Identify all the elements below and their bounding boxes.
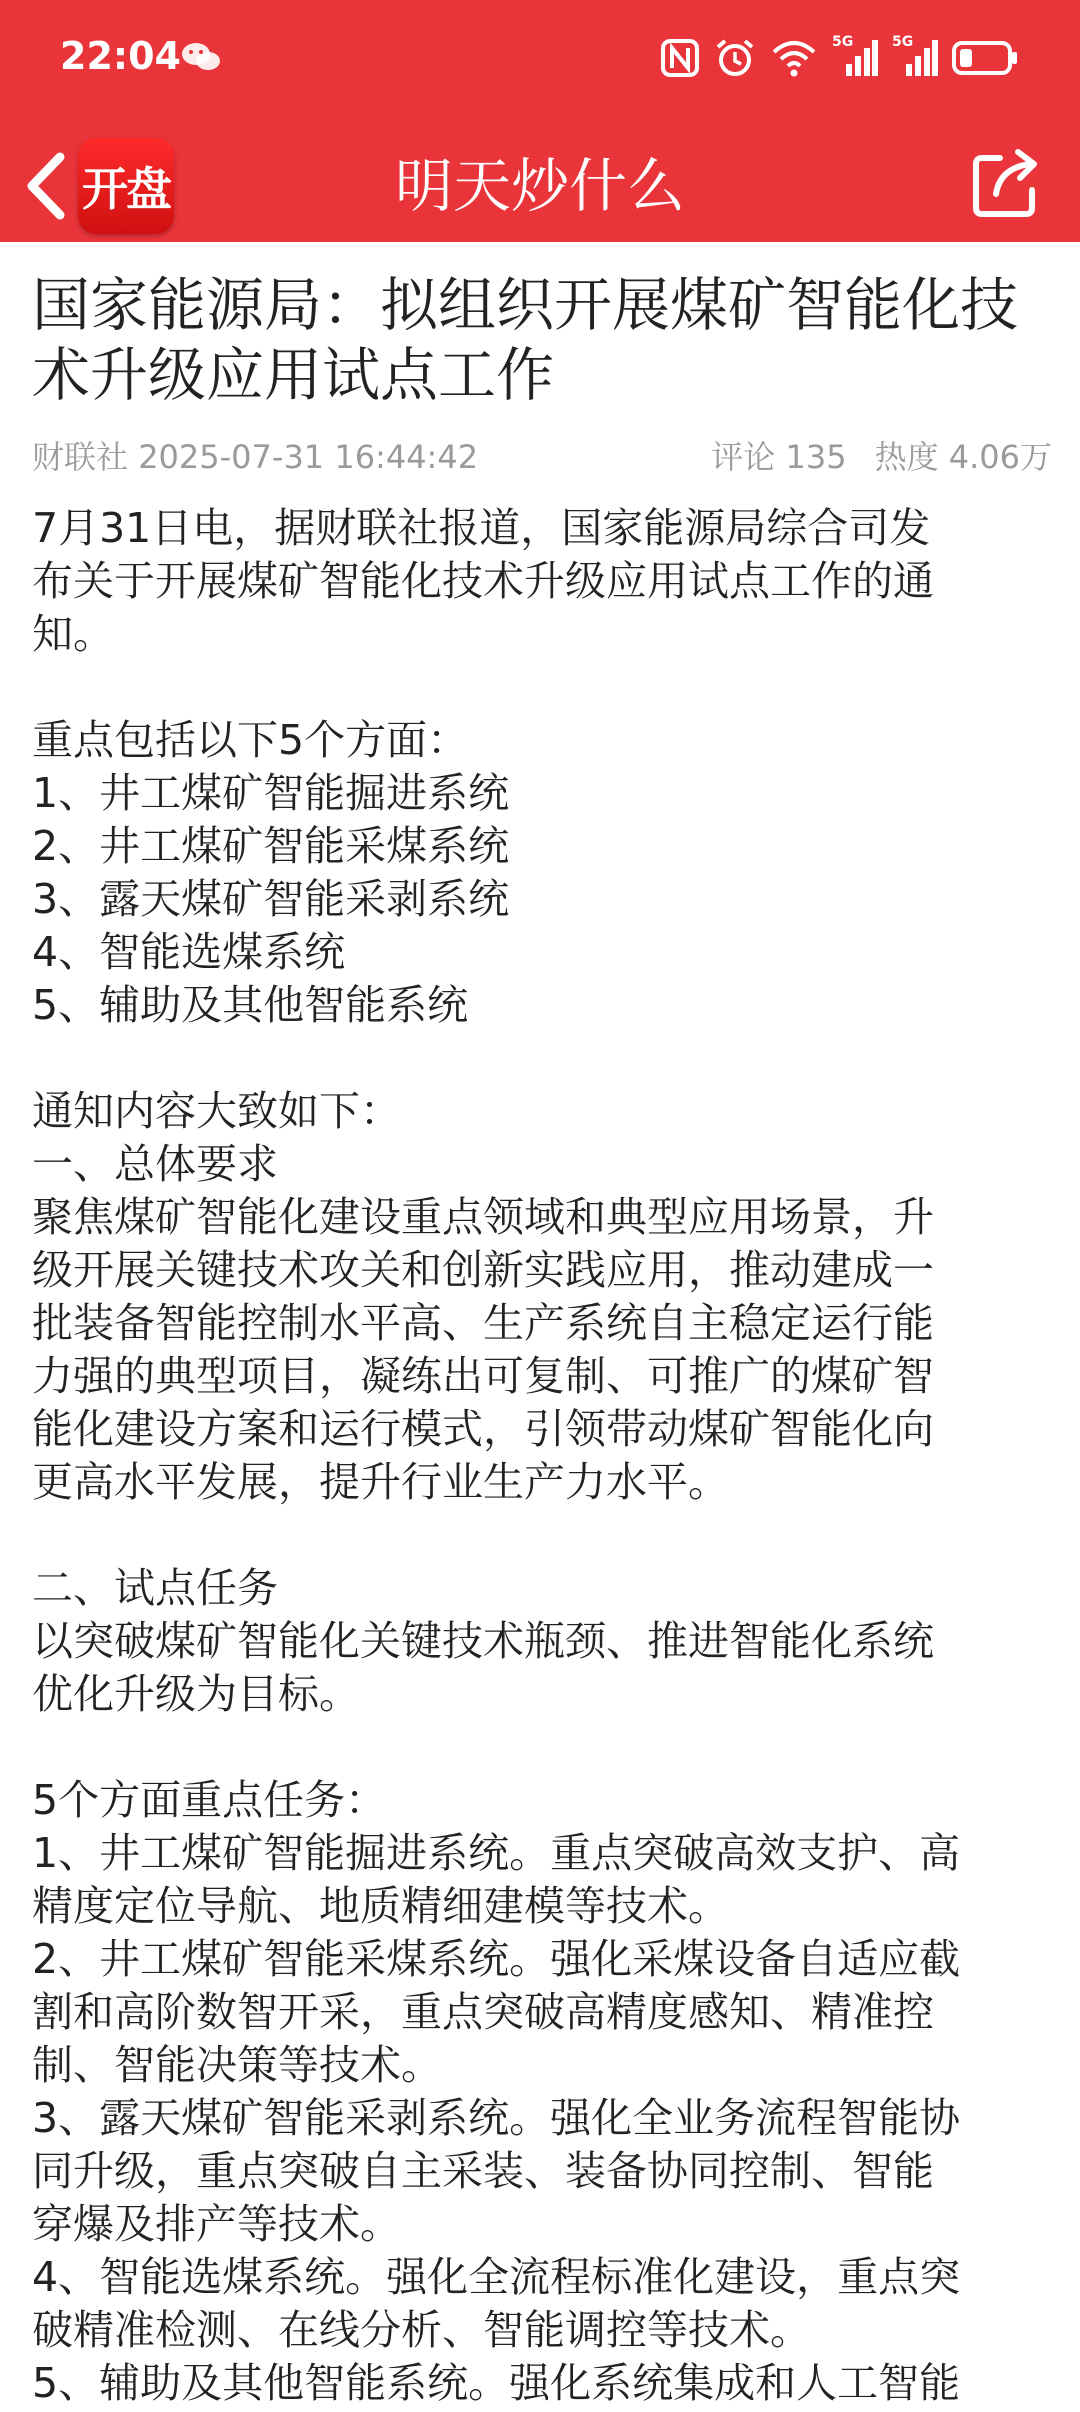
article-body-line: 能化建设方案和运行模式，引领带动煤矿智能化向 [32, 1405, 934, 1453]
comments-count[interactable]: 评论 135 [711, 438, 847, 476]
article-body-line: 穿爆及排产等技术。 [32, 2200, 401, 2248]
article-body-line: 割和高阶数智开采，重点突破高精度感知、精准控 [32, 1988, 934, 2036]
article-body-line: 7月31日电，据财联社报道，国家能源局综合司发 [32, 504, 931, 552]
signal-5g-icon [892, 34, 938, 78]
article-source: 财联社 [32, 438, 129, 476]
paragraph-gap [32, 1721, 1052, 1774]
status-bar [0, 0, 1080, 120]
article-body-line: 5、辅助及其他智能系统 [32, 981, 469, 1029]
article-datetime: 2025-07-31 16:44:42 [138, 438, 479, 476]
article-body-line: 一、总体要求 [32, 1140, 278, 1188]
page-title: 明天炒什么 [394, 152, 685, 220]
battery-icon [952, 40, 1018, 76]
top-bar [0, 0, 1080, 242]
status-icons [660, 36, 1018, 80]
article-body-line: 重点包括以下5个方面： [32, 716, 469, 764]
paragraph-gap [32, 1509, 1052, 1562]
article-body-line: 布关于开展煤矿智能化技术升级应用试点工作的通 [32, 557, 934, 605]
article-body-line: 同升级，重点突破自主采装、装备协同控制、智能 [32, 2147, 934, 2195]
article-body-line: 1、井工煤矿智能掘进系统。重点突破高效支护、高 [32, 1829, 961, 1877]
share-icon[interactable] [966, 144, 1046, 224]
article-meta [32, 432, 1052, 482]
article-body-line: 更高水平发展，提升行业生产力水平。 [32, 1458, 729, 1506]
article-body-line: 3、露天煤矿智能采剥系统 [32, 875, 510, 923]
paragraph-gap [32, 661, 1052, 714]
nfc-icon [660, 38, 700, 78]
article-body-line: 制、智能决策等技术。 [32, 2041, 442, 2089]
alarm-icon [714, 37, 756, 79]
article-body-line: 4、智能选煤系统 [32, 928, 346, 976]
article-body-line: 级开展关键技术攻关和创新实践应用，推动建成一 [32, 1246, 934, 1294]
article-body-line: 2、井工煤矿智能采煤系统 [32, 822, 510, 870]
heat-count: 热度 4.06万 [874, 438, 1052, 476]
article-body-line: 优化升级为目标。 [32, 1670, 360, 1718]
article-body-line: 以突破煤矿智能化关键技术瓶颈、推进智能化系统 [32, 1617, 934, 1665]
status-time: 22:04 [60, 34, 181, 78]
signal-5g-label: 5G [832, 34, 854, 50]
nav-bar [0, 120, 1080, 242]
article-headline: 国家能源局：拟组织开展煤矿智能化技术升级应用试点工作 [32, 271, 1019, 409]
article-body [32, 502, 1052, 2410]
article-body-line: 3、露天煤矿智能采剥系统。强化全业务流程智能协 [32, 2094, 961, 2142]
article-body-line: 5个方面重点任务： [32, 1776, 387, 1824]
app-logo: 开盘 [78, 138, 174, 234]
paragraph-gap [32, 1032, 1052, 1085]
article-body-line: 4、智能选煤系统。强化全流程标准化建设，重点突 [32, 2253, 961, 2301]
wechat-icon [180, 40, 222, 74]
signal-5g-label: 5G [892, 34, 914, 50]
article-body-line: 批装备智能控制水平高、生产系统自主稳定运行能 [32, 1299, 934, 1347]
article-body-line: 破精准检测、在线分析、智能调控等技术。 [32, 2306, 811, 2354]
article-body-line: 通知内容大致如下： [32, 1087, 401, 1135]
article-body-line: 力强的典型项目，凝练出可复制、可推广的煤矿智 [32, 1352, 934, 1400]
article-body-line: 二、试点任务 [32, 1564, 278, 1612]
article [32, 270, 1052, 2410]
article-stats [711, 432, 1052, 478]
wifi-icon [770, 38, 818, 78]
article-body-line: 精度定位导航、地质精细建模等技术。 [32, 1882, 729, 1930]
article-body-line: 1、井工煤矿智能掘进系统 [32, 769, 510, 817]
article-body-line: 5、辅助及其他智能系统。强化系统集成和人工智能 [32, 2359, 961, 2407]
article-source-time [32, 432, 478, 478]
article-body-line: 2、井工煤矿智能采煤系统。强化采煤设备自适应截 [32, 1935, 961, 1983]
signal-5g-icon [832, 34, 878, 78]
article-body-line: 知。 [32, 610, 114, 658]
article-body-line: 聚焦煤矿智能化建设重点领域和典型应用场景，升 [32, 1193, 934, 1241]
